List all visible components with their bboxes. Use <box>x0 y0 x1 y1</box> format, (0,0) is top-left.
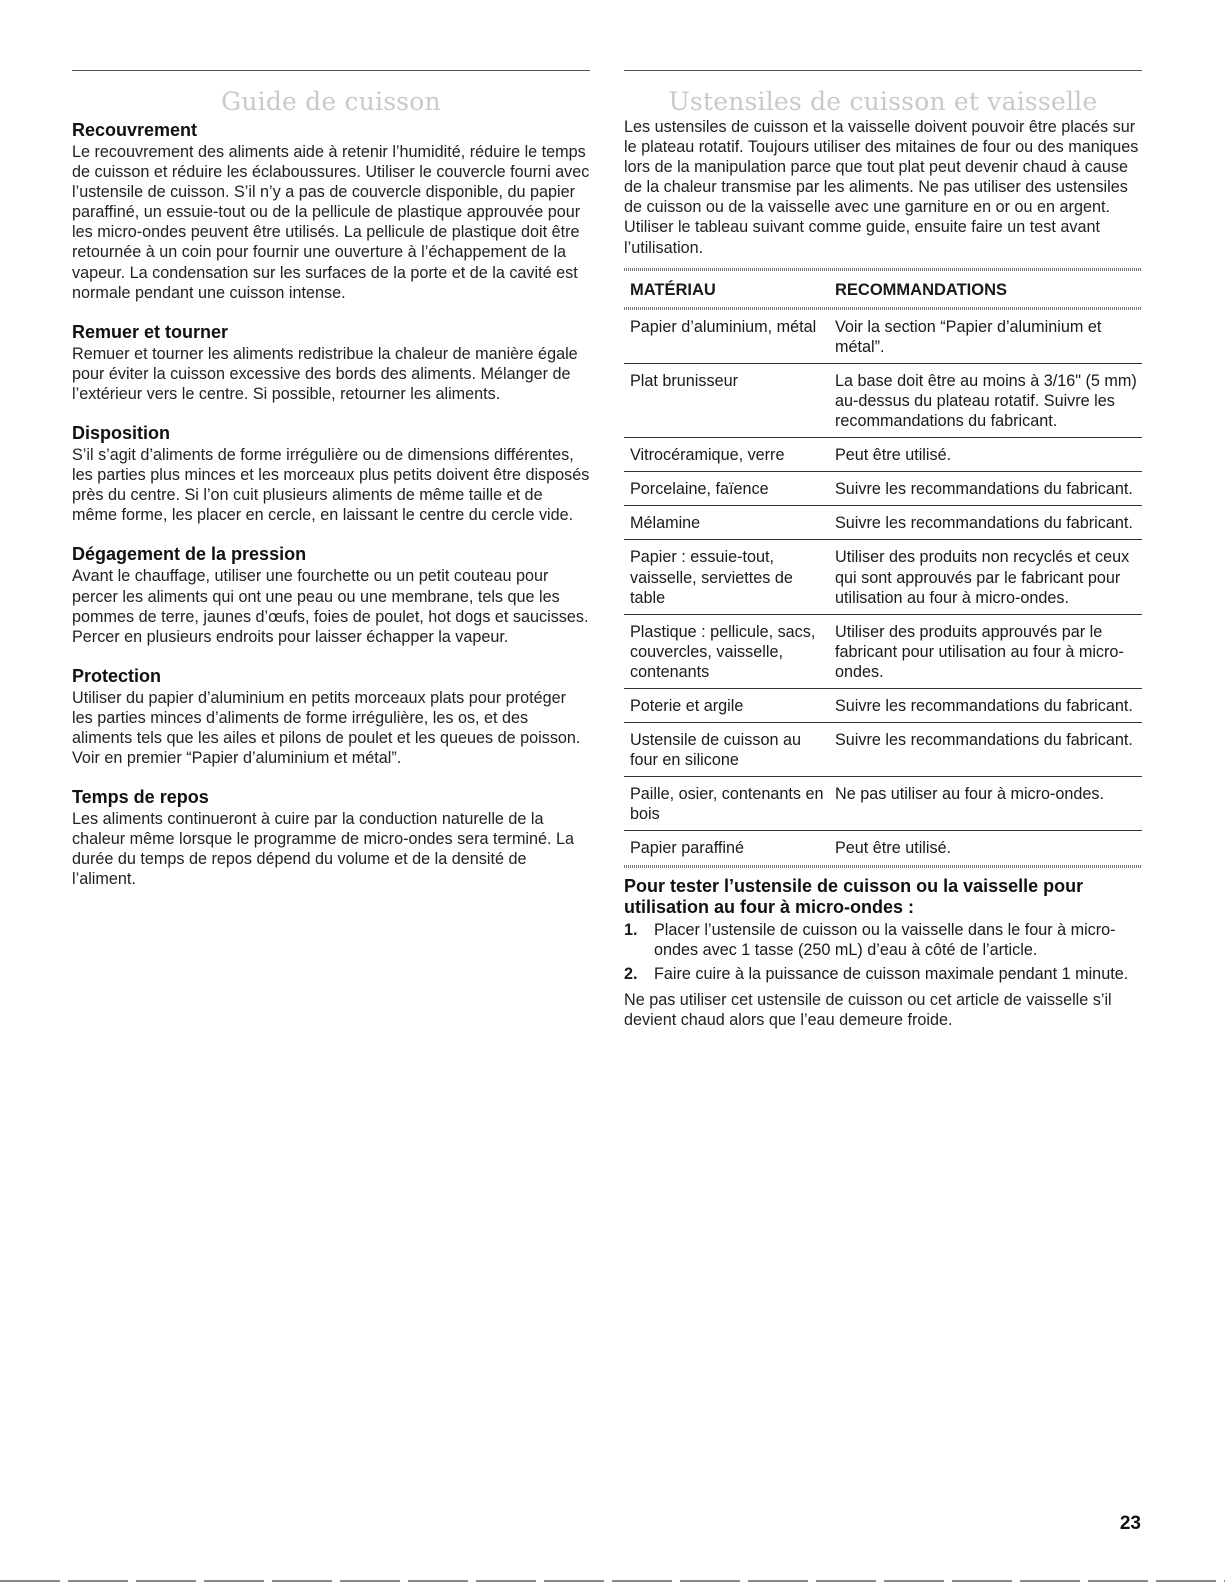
table-row <box>624 777 1142 831</box>
section-text: Le recouvrement des aliments aide à retenir l’humidité, réduire le temps de cuisson et réduire les éclaboussures. Utiliser le couvercle fourni avec l’ustensile de cuisson. S’il n’y a pas de couvercle disponible, du papier paraffiné, un essuie-tout ou de la pellicule de plastique approuvée pour les micro-ondes peuvent être utilisés. La pellicule de plastique doit être retournée à un coin pour fournir une ouverture à l’échappement de la vapeur. La condensation sur les surfaces de la porte et de la cavité est normale pendant une cuisson intense. <box>72 143 590 302</box>
recommendation-cell: Voir la section “Papier d’aluminium et métal”. <box>835 317 1102 356</box>
recommendation-cell: Suivre les recommandations du fabricant. <box>835 731 1133 750</box>
material-cell: Papier d’aluminium, métal <box>630 317 817 336</box>
section-text: S’il s’agit d’aliments de forme irrégulière ou de dimensions différentes, les parties plus minces et les morceaux plus petits doivent être disposés près du centre. Si l’on cuit plusieurs aliments de même taille et de même forme, les placer en cercle, en laissant le centre du cercle vide. <box>72 446 590 525</box>
column-header-material: MATÉRIAU <box>630 280 716 299</box>
step-text: Faire cuire à la puissance de cuisson maximale pendant 1 minute. <box>654 964 1129 983</box>
recommendation-cell: Suivre les recommandations du fabricant. <box>835 696 1133 715</box>
section-heading: Recouvrement <box>72 120 198 140</box>
section-heading: Disposition <box>72 423 170 444</box>
column-header-recommendations: RECOMMANDATIONS <box>835 280 1008 299</box>
recommendation-cell: Ne pas utiliser au four à micro-ondes. <box>835 785 1105 804</box>
table-row <box>624 438 1142 472</box>
section-heading: Remuer et tourner <box>72 321 229 342</box>
table-header <box>624 271 1142 307</box>
material-cell: Ustensile de cuisson au four en silicone <box>630 731 801 770</box>
section-stir-turn <box>72 321 590 404</box>
recommendation-cell: Peut être utilisé. <box>835 446 952 465</box>
table-row <box>624 831 1142 864</box>
recommendation-cell: Peut être utilisé. <box>835 839 952 858</box>
material-cell: Paille, osier, contenants en bois <box>630 785 824 824</box>
table-row <box>624 506 1142 540</box>
intro-text: Les ustensiles de cuisson et la vaisselle doivent pouvoir être placés sur le plateau rotatif. Toujours utiliser des mitaines de four ou des maniques lors de la manipulation parce que tout plat peut devenir chaud à cause de la chaleur transmise par les aliments. Ne pas utiliser des ustensiles de cuisson ou de la vaisselle avec une garniture en or ou en argent. Utiliser le tableau suivant comme guide, ensuite faire un test avant l’utilisation. <box>624 118 1139 257</box>
section-title: Guide de cuisson <box>221 87 441 116</box>
top-rule <box>624 70 1142 71</box>
material-cell: Mélamine <box>630 514 701 533</box>
material-cell: Plat brunisseur <box>630 371 738 390</box>
section-text: Utiliser du papier d’aluminium en petits morceaux plats pour protéger les parties minces d’aliments de forme irrégulière, les os, et des aliments tels que les ailes et pilons de poulet et les queues de poisson. Voir en premier “Papier d’aluminium et métal”. <box>72 688 581 768</box>
section-text: Remuer et tourner les aliments redistribue la chaleur de manière égale pour éviter la cuisson excessive des bords des aliments. Mélanger de l’extérieur vers le centre. Si possible, retourner les aliments. <box>72 344 578 403</box>
material-cell: Porcelaine, faïence <box>630 480 769 499</box>
table-row <box>624 723 1142 777</box>
section-text: Les aliments continueront à cuire par la conduction naturelle de la chaleur même lorsque le programme de micro-ondes sera terminé. La durée du temps de repos dépend du volume et de la densité de l’aliment. <box>72 810 575 889</box>
cooking-guide-column <box>72 70 590 908</box>
page-number: 23 <box>1119 1513 1141 1534</box>
material-cell: Plastique : pellicule, sacs, couvercles, vaisselle, contenants <box>630 622 816 681</box>
section-heading: Dégagement de la pression <box>72 544 307 565</box>
section-pressure-release <box>72 543 590 646</box>
section-covering <box>72 119 590 303</box>
recommendation-cell: Suivre les recommandations du fabricant. <box>835 514 1133 533</box>
material-cell: Papier paraffiné <box>630 839 744 858</box>
recommendation-cell: Utiliser des produits approuvés par le fabricant pour utilisation au four à micro-ondes. <box>835 622 1124 681</box>
bottom-edge <box>0 1580 1225 1582</box>
section-title: Ustensiles de cuisson et vaisselle <box>668 87 1098 116</box>
recommendation-cell: Suivre les recommandations du fabricant. <box>835 480 1133 499</box>
table-row <box>624 364 1142 438</box>
section-text: Avant le chauffage, utiliser une fourchette ou un petit couteau pour percer les aliments qui ont une peau ou une membrane, tels que les pommes de terre, jaunes d’œufs, foies de poulet, hot dogs et saucisses. Percer en plusieurs endroits pour laisser échapper la vapeur. <box>72 567 589 646</box>
recommendation-cell: La base doit être au moins à 3/16" (5 mm) au-dessus du plateau rotatif. Suivre les recommandations du fabricant. <box>835 371 1137 431</box>
step-number: 1. <box>624 920 638 939</box>
material-cell: Papier : essuie-tout, vaisselle, serviettes de table <box>630 548 793 607</box>
recommendation-cell: Utiliser des produits non recyclés et ceux qui sont approuvés par le fabricant pour utilisation au four à micro-ondes. <box>835 548 1130 607</box>
table-rule <box>624 865 1142 868</box>
section-heading: Temps de repos <box>72 787 209 808</box>
table-row <box>624 615 1142 689</box>
step-text: Placer l’ustensile de cuisson ou la vaisselle dans le four à micro-ondes avec 1 tasse (250 mL) d’eau à côté de l’article. <box>654 920 1116 959</box>
cookware-column <box>624 70 1142 1030</box>
section-heading: Protection <box>72 665 162 686</box>
section-shielding <box>72 665 590 768</box>
test-steps <box>624 920 1142 984</box>
section-arrangement <box>72 422 590 525</box>
closing-text: Ne pas utiliser cet ustensile de cuisson ou cet article de vaisselle s’il devient chaud alors que l’eau demeure froide. <box>624 990 1112 1029</box>
step-number: 2. <box>624 964 638 983</box>
list-item <box>624 964 1142 984</box>
table-row <box>624 310 1142 364</box>
table-row <box>624 540 1142 614</box>
material-cell: Vitrocéramique, verre <box>630 446 785 465</box>
section-standing-time <box>72 786 590 889</box>
top-rule <box>72 70 590 71</box>
material-cell: Poterie et argile <box>630 696 744 715</box>
list-item <box>624 920 1142 960</box>
cookware-table <box>624 268 1142 868</box>
table-row <box>624 689 1142 723</box>
table-row <box>624 472 1142 506</box>
test-heading: Pour tester l’ustensile de cuisson ou la vaisselle pour utilisation au four à micro-ondes : <box>624 875 1084 917</box>
